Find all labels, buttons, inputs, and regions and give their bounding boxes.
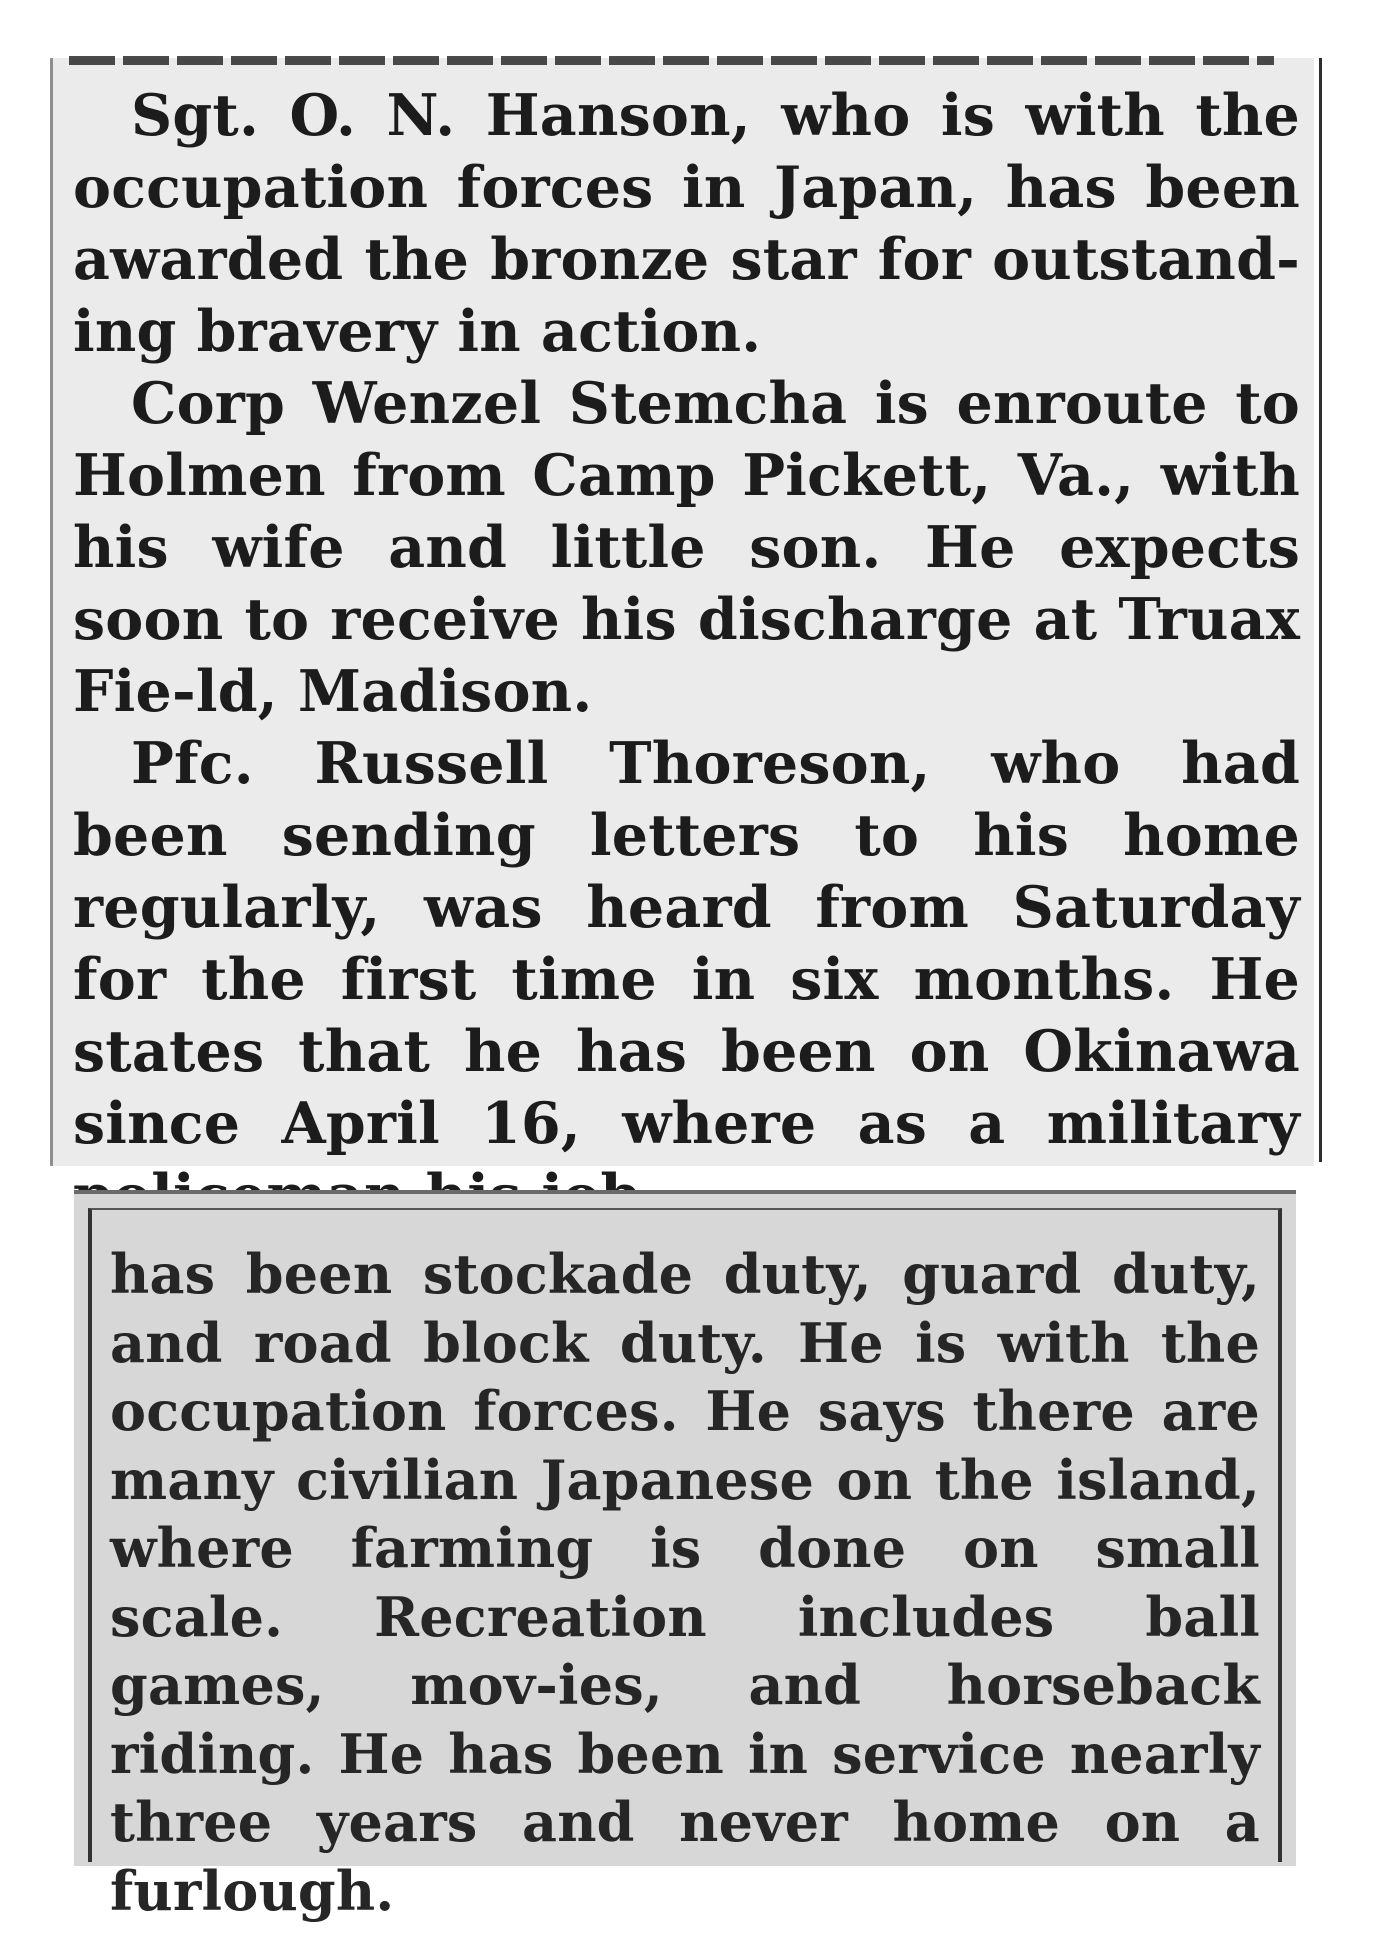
paragraph-thoreson-continued: has been stockade duty, guard duty, and road block duty. He is with the occupation forces. He says there are many civilian Japanese on the island, where farming is done on small scale. Recreation includes ball games, mov-ies, and horseback riding. He has been in service nearly three years and never home on a furlough.	[110, 1242, 1260, 1923]
torn-top-edge	[69, 56, 1274, 65]
article-column-continued	[110, 1240, 1260, 1925]
column-rule	[1319, 58, 1322, 1162]
article-column	[73, 80, 1300, 1232]
newspaper-clipping-top	[50, 58, 1314, 1166]
paragraph-thoreson: Pfc. Russell Thoreson, who had been sending letters to his home regularly, was heard from Saturday for the first time in six months. He states that he has been on Okinawa since April 16, where as a military	[73, 730, 1300, 1157]
paragraph-hanson: Sgt. O. N. Hanson, who is with the occupation forces in Japan, has been awarded the bronze star for outstand-ing bravery in action.	[73, 82, 1300, 365]
newspaper-clipping-bottom	[74, 1190, 1296, 1923]
paragraph-stemcha: Corp Wenzel Stemcha is enroute to Holmen from Camp Pickett, Va., with his wife and little son. He expects soon to receive his discharge at Truax Fie-ld, Madison.	[73, 370, 1300, 725]
